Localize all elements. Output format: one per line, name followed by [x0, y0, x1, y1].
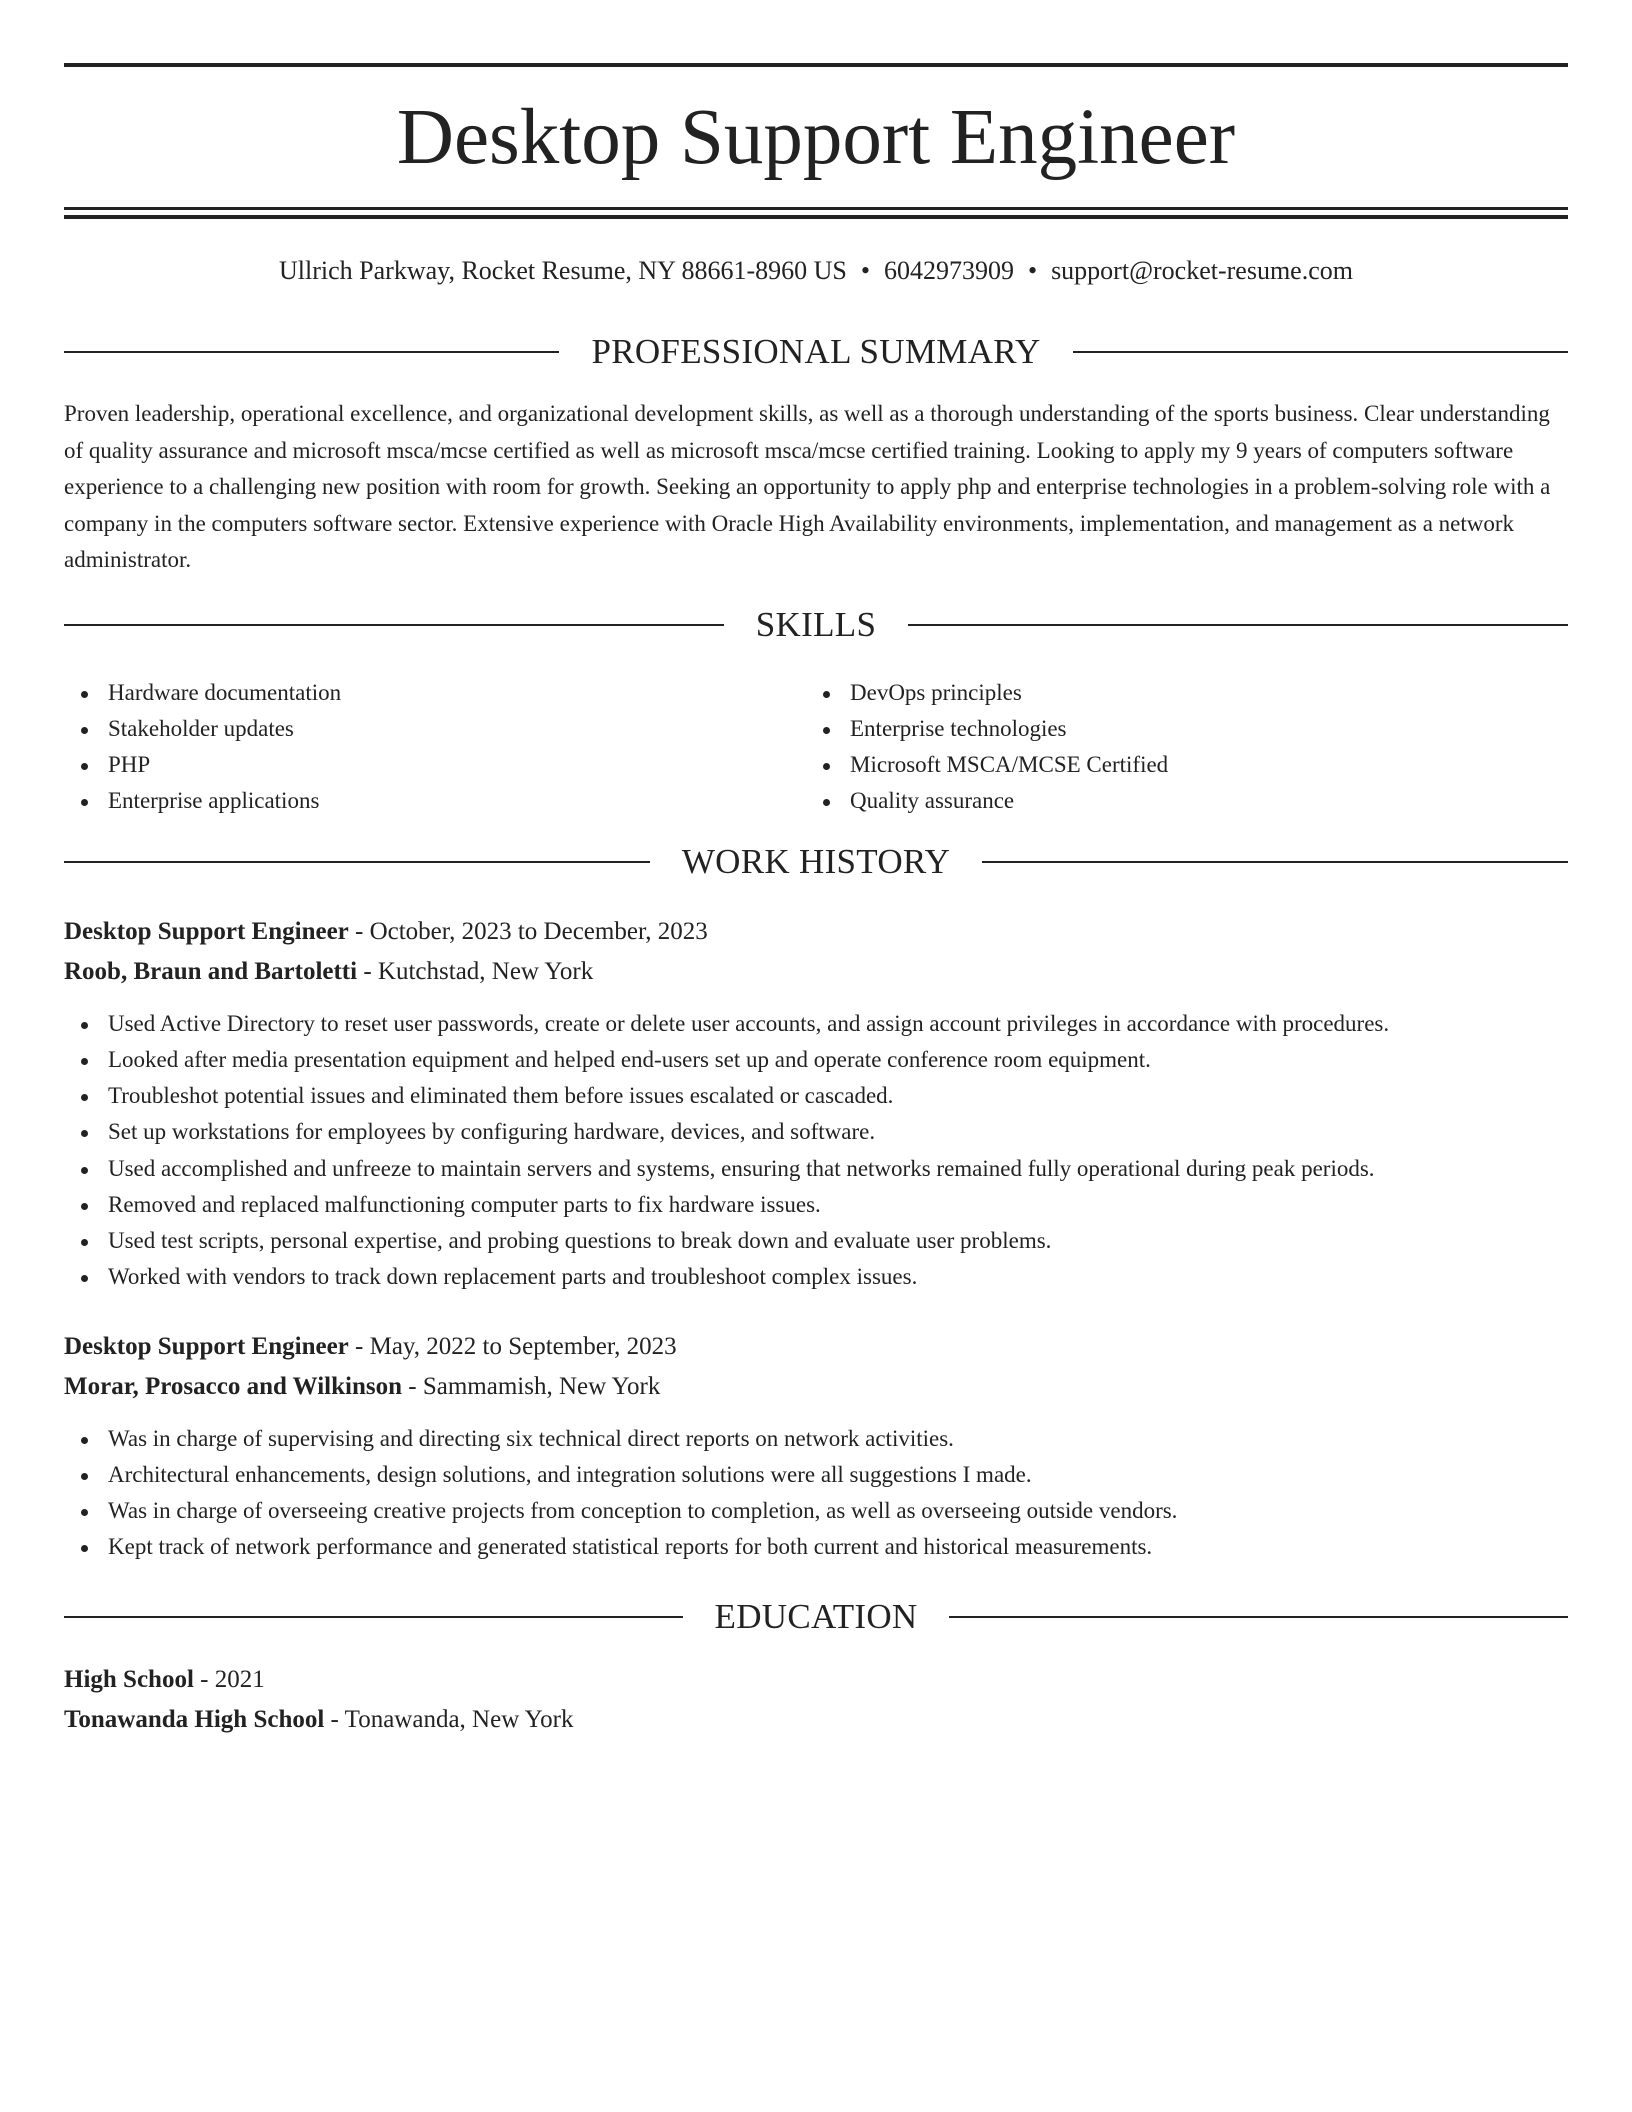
- job-title: Desktop Support Engineer: [64, 918, 349, 945]
- job-bullet: Used Active Directory to reset user passwords, create or delete user accounts, and assign account privileges in accordance with procedures.: [64, 1006, 1568, 1042]
- job-bullet: Troubleshot potential issues and eliminated them before issues escalated or cascaded.: [64, 1078, 1568, 1114]
- job-bullet-list: [64, 1421, 1568, 1565]
- contact-address: Ullrich Parkway, Rocket Resume, NY 88661-8960 US: [279, 256, 847, 285]
- header-double-rule-lower: [64, 215, 1568, 219]
- header-double-rule-upper: [64, 207, 1568, 210]
- section-heading-label: SKILLS: [755, 605, 877, 644]
- education-location: - Tonawanda, New York: [324, 1706, 574, 1733]
- heading-rule-right: [949, 1616, 1568, 1618]
- job-company: Morar, Prosacco and Wilkinson: [64, 1373, 403, 1400]
- job-bullet: Kept track of network performance and generated statistical reports for both current and historical measurements.: [64, 1529, 1568, 1565]
- skill-item: PHP: [64, 747, 804, 783]
- contact-phone: 6042973909: [883, 256, 1014, 285]
- job-bullet: Set up workstations for employees by configuring hardware, devices, and software.: [64, 1114, 1568, 1150]
- contact-email: support@rocket-resume.com: [1051, 256, 1353, 285]
- skills-list-left: [64, 675, 804, 819]
- heading-rule-left: [64, 861, 650, 863]
- job-bullet: Architectural enhancements, design solutions, and integration solutions were all suggestions I made.: [64, 1457, 1568, 1493]
- education-school: Tonawanda High School: [64, 1706, 325, 1733]
- heading-rule-left: [64, 1616, 683, 1618]
- job-company: Roob, Braun and Bartoletti: [64, 958, 358, 985]
- skill-item: Quality assurance: [806, 783, 1566, 819]
- job-bullet: Removed and replaced malfunctioning computer parts to fix hardware issues.: [64, 1187, 1568, 1223]
- skill-item: Microsoft MSCA/MCSE Certified: [806, 747, 1566, 783]
- education-degree-line: [64, 1660, 1568, 1700]
- skill-item: Enterprise technologies: [806, 711, 1566, 747]
- section-heading-skills: [64, 600, 1568, 650]
- section-heading-summary: [64, 327, 1568, 377]
- education-year: - 2021: [193, 1666, 265, 1693]
- job-bullet: Used accomplished and unfreeze to maintain servers and systems, ensuring that networks remained fully operational during peak periods.: [64, 1151, 1568, 1187]
- professional-summary-text: Proven leadership, operational excellence, and organizational development skills, as well as a thorough understanding of the sports business. Clear understanding of quality assurance and microsoft msca/mcse certified as well as microsoft msca/mcse certified training. Looking to apply my 9 years of computers software experience to a challenging new position with room for growth. Seeking an opportunity to apply php and enterprise technologies in a problem-solving role with a company in the computers software sector. Extensive experience with Oracle High Availability environments, implementation, and management as a network administrator.: [64, 401, 1551, 572]
- education-school-line: [64, 1700, 1568, 1740]
- job-company-line: [64, 952, 1568, 992]
- heading-rule-left: [64, 624, 724, 626]
- job-location: - Sammamish, New York: [402, 1373, 661, 1400]
- heading-rule-left: [64, 351, 559, 353]
- section-heading-label: EDUCATION: [714, 1597, 918, 1636]
- job-title-line: [64, 1327, 1568, 1367]
- job-bullet: Used test scripts, personal expertise, and probing questions to break down and evaluate user problems.: [64, 1223, 1568, 1259]
- job-dates: - October, 2023 to December, 2023: [348, 918, 708, 945]
- skills-list-right: [806, 675, 1566, 819]
- section-heading-work-history: [64, 837, 1568, 887]
- job-bullet: Was in charge of overseeing creative projects from conception to completion, as well as overseeing outside vendors.: [64, 1493, 1568, 1529]
- job-bullet-list: [64, 1006, 1568, 1295]
- skill-item: DevOps principles: [806, 675, 1566, 711]
- skill-item: Hardware documentation: [64, 675, 804, 711]
- section-heading-education: [64, 1592, 1568, 1642]
- section-heading-label: PROFESSIONAL SUMMARY: [591, 332, 1041, 371]
- job-bullet: Worked with vendors to track down replacement parts and troubleshoot complex issues.: [64, 1259, 1568, 1295]
- contact-separator: •: [860, 256, 870, 285]
- heading-rule-right: [982, 861, 1568, 863]
- section-heading-label: WORK HISTORY: [681, 842, 951, 881]
- heading-rule-right: [908, 624, 1568, 626]
- job-company-line: [64, 1367, 1568, 1407]
- job-bullet: Was in charge of supervising and directing six technical direct reports on network activities.: [64, 1421, 1568, 1457]
- header-top-rule: [64, 63, 1568, 67]
- resume-title: Desktop Support Engineer: [396, 94, 1236, 181]
- skill-item: Stakeholder updates: [64, 711, 804, 747]
- job-location: - Kutchstad, New York: [357, 958, 594, 985]
- skill-item: Enterprise applications: [64, 783, 804, 819]
- job-title: Desktop Support Engineer: [64, 1333, 349, 1360]
- heading-rule-right: [1073, 351, 1568, 353]
- job-dates: - May, 2022 to September, 2023: [348, 1333, 677, 1360]
- contact-separator: •: [1027, 256, 1038, 285]
- job-title-line: [64, 912, 1568, 952]
- job-bullet: Looked after media presentation equipment and helped end-users set up and operate conference room equipment.: [64, 1042, 1568, 1078]
- education-degree: High School: [64, 1666, 194, 1693]
- contact-line: [64, 251, 1568, 291]
